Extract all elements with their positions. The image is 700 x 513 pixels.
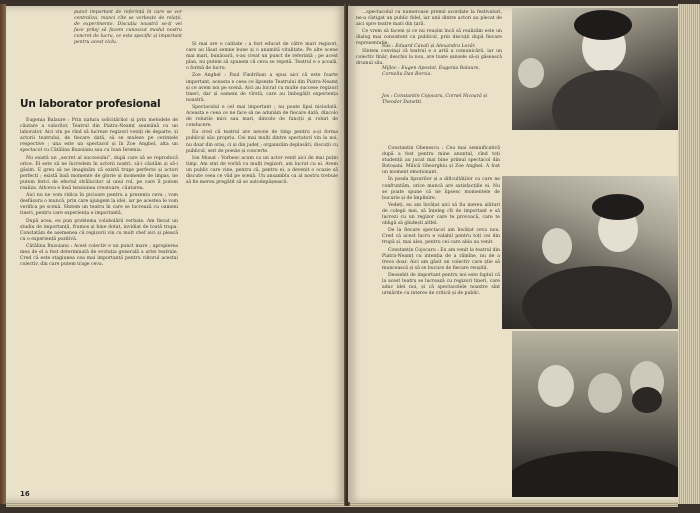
- photo-top: [512, 8, 678, 130]
- caption-top: Sus : Eduard Cavali și Alexandra Lezăr.: [382, 44, 476, 49]
- right-column-top: [356, 10, 502, 68]
- caption-bottom: Jos : Constantin Cojocaru, Cornel Nicoară și Theodor Danetti.: [382, 94, 488, 106]
- paragraph: Și mai are o calitate : a fost educat de către mari regizori, care au lăsat semne bune și o anumită vitalitate. Pe alte scene mai mari, bunăoară, s-au creat un punct de referință ; pe acest plan, nu putem să spunem că ceva se repetă. Teatrul e o școală, o formă de lucru.: [186, 42, 338, 72]
- paragraph: De la fiecare spectacol am învățat ceva nou. Cred că acest lucru e valabil pentru toți cei din trupă și, mai ales, pentru cei care abia au venit.: [382, 228, 500, 246]
- caption-middle: Mijloc : Eugen Apostol, Eugenia Balaure, Corneliu Dan Borcia.: [382, 66, 480, 78]
- figure-hair: [574, 10, 632, 40]
- right-column-body: [382, 146, 500, 496]
- photo-bottom: [512, 331, 678, 497]
- left-column-1: [20, 118, 178, 486]
- figure-body: [522, 266, 672, 329]
- left-page: [6, 6, 346, 502]
- paragraph: În posda lipsurilor și a dificultăților cu care ne confruntăm, orice muncă are satisfacțiile ei. Nu se poate spune că ne lipsesc momentele de bucurie și de împlinire.: [382, 177, 500, 201]
- paragraph: Eu cred că teatrul are nevoie de timp pentru a-și forma publicul său propriu. Cei mai mulți dintre spectatori vin la noi, nu doar din oraș, ci și din județ ; organizăm deplasări, discuții cu publicul, seri de poezie și concerte.: [186, 130, 338, 154]
- table-surface: [512, 451, 678, 497]
- paragraph: Zoe Anghel : Paul Findrihan a spus aici că este foarte important, aceasta e ceea ce lipsește Teatrului din Piatra-Neamț și ce avem noi pe scenă. Aici au lucrat cu multe succese regizori tineri, dar și oameni de vîrstă, care au îmbogățit experiența noastră.: [186, 73, 338, 103]
- paragraph: Constantin Cojocaru : Eu am venit la teatrul din Piatra-Neamț cu intenția de a rămîne, nu de a trece doar. Aici am găsit un colectiv care știe să muncească și să se bucure de fiecare reușită.: [382, 247, 500, 271]
- paragraph: Aici nu ne vom ridica în picioare pentru a prezenta ceva ; vom desfășura o muncă, prin care ajungem la idei, iar pe acestea le vom verifica pe scenă. Sîntem un teatru în care se lucrează cu oameni tineri, pentru care experiența e importantă.: [20, 193, 178, 217]
- paragraph: Sîntem convinși că teatrul e o artă a comunicării, iar un colectiv tînăr, deschis la nou, are toate șansele să-și găsească drumul său.: [356, 48, 502, 66]
- figure-body: [552, 70, 662, 130]
- intro-paragraph: punct important de referință în care se vor centraliza, munci cîte se vorbește de relații, de experimente. Discuția noastră se-ți vei face prilej să facem cunoscut modul nostru concret de lucru, ce este specific și important pentru acest ciclu.: [74, 10, 182, 46]
- figure-hair: [592, 194, 644, 220]
- page-stack-edge-bottom: [6, 502, 678, 507]
- figure-face: [588, 373, 622, 413]
- figure-beard: [632, 387, 662, 413]
- photo-middle: [502, 176, 678, 329]
- article-title: Un laborator profesional: [20, 98, 161, 110]
- paragraph: Ce vrem să facem și ce nu reușim încă să realizăm este un dialog mai consistent cu publicul, prin discuții după fiecare reprezentație.: [356, 29, 502, 47]
- paragraph: Cătălina Buzoianu : Acest colectiv e un punct mare ; apropierea mea de el a fost determinată de evoluția generală a artei teatrale. Cred că este stagiunea cea mai importantă pentru viitorul acestui colectiv, din care putem trage ceva.: [20, 243, 178, 268]
- page-stack-edge-right: [678, 4, 700, 504]
- paragraph: Nu există un „secret al succesului”, după care să se reproducă orice. El este să ne încredem în actorii noștri, să-i căutăm și să-i găsim. E greu să ne imaginăm că există trupe perfecte și actori perfecți ; există însă momente de glorie și momente de impas, ne putem ferici de efectul strălucitor al unui rol, pe care îl putem realiza. Altceva e însă tensiunea creatoare, căutarea.: [20, 155, 178, 192]
- paragraph: Eugenia Balaure : Prin natura solicitărilor și prin metodele de căutare a valorilor, Teatrul din Piatra-Neamț seamănă cu un laborator. Aici vin pe rînd să lucreze regizori veniți de departe, și actorii teatrului, de fiecare dată, să se muleze pe cerințele respective ; una este un spectacol și în Zoe Anghel, alta un spectacol cu Cătălina Buzoianu sau cu Ioan Ieremia.: [20, 118, 178, 154]
- page-number: 16: [20, 490, 30, 498]
- paragraph: Ion Musat : Vorbesc acum ca un actor venit aici de mai puțin timp. Am stat de vorbă cu mulți regizori, am lucrat cu ei. Avem un public care vine, pentru că, pentru ei, a devenit o ocazie să discute ceea ce văd pe scenă. Un ansamblu ca al nostru trebuie să fie mereu pregătit să se autodepășească.: [186, 155, 338, 186]
- paragraph: După acea, eu pun problema colabolării verbale. Am fiecat un studiu de importanță, frumos și bine dotat, invidiat de toată trupa. Constatăm de asemenea că regizorii vin cu mult chef aici și pleacă cu o experiență pozitivă.: [20, 218, 178, 242]
- paragraph: Deosebit de important pentru noi este faptul că la acest teatru se lucrează cu regizori tineri, care aduc idei noi, și că spectacolele noastre sînt urmărite cu interes de critică și de public.: [382, 272, 500, 297]
- left-column-2: [186, 42, 338, 492]
- figure-face: [538, 365, 574, 407]
- figure-face-left: [542, 228, 572, 264]
- paragraph: Vedeți, eu am învățat aici să fiu mereu alături de colegii mei, să înțeleg cît de important e să lucrezi cu un regizor care te provoacă, care te obligă să gîndești altfel.: [382, 202, 500, 227]
- paragraph: ...spectacolul cu numeroase premii acordate la festivaluri, ne-a cîștigat un public fidel, iar unii dintre actori au plecat de aici spre teatre mari din țară.: [356, 10, 502, 28]
- figure-face-left: [518, 58, 544, 88]
- paragraph: Spectacolul e cel mai important ; nu poate lipsi niciodată. Aceasta e ceea ce ne face să ne adunăm de fiecare dată, dincolo de rolurile mici sau mari, dincolo de funcții și roluri de conducere.: [186, 104, 338, 129]
- paragraph: Constantin Ghenescu : Cea mai semnificativă după a fost pentru mine anunțul, cînd toți studenții au jucat mai bine primul spectacol din Botoșani. Milică Gheorghiu și Zoe Anghel. A fost un moment emoționant.: [382, 146, 500, 176]
